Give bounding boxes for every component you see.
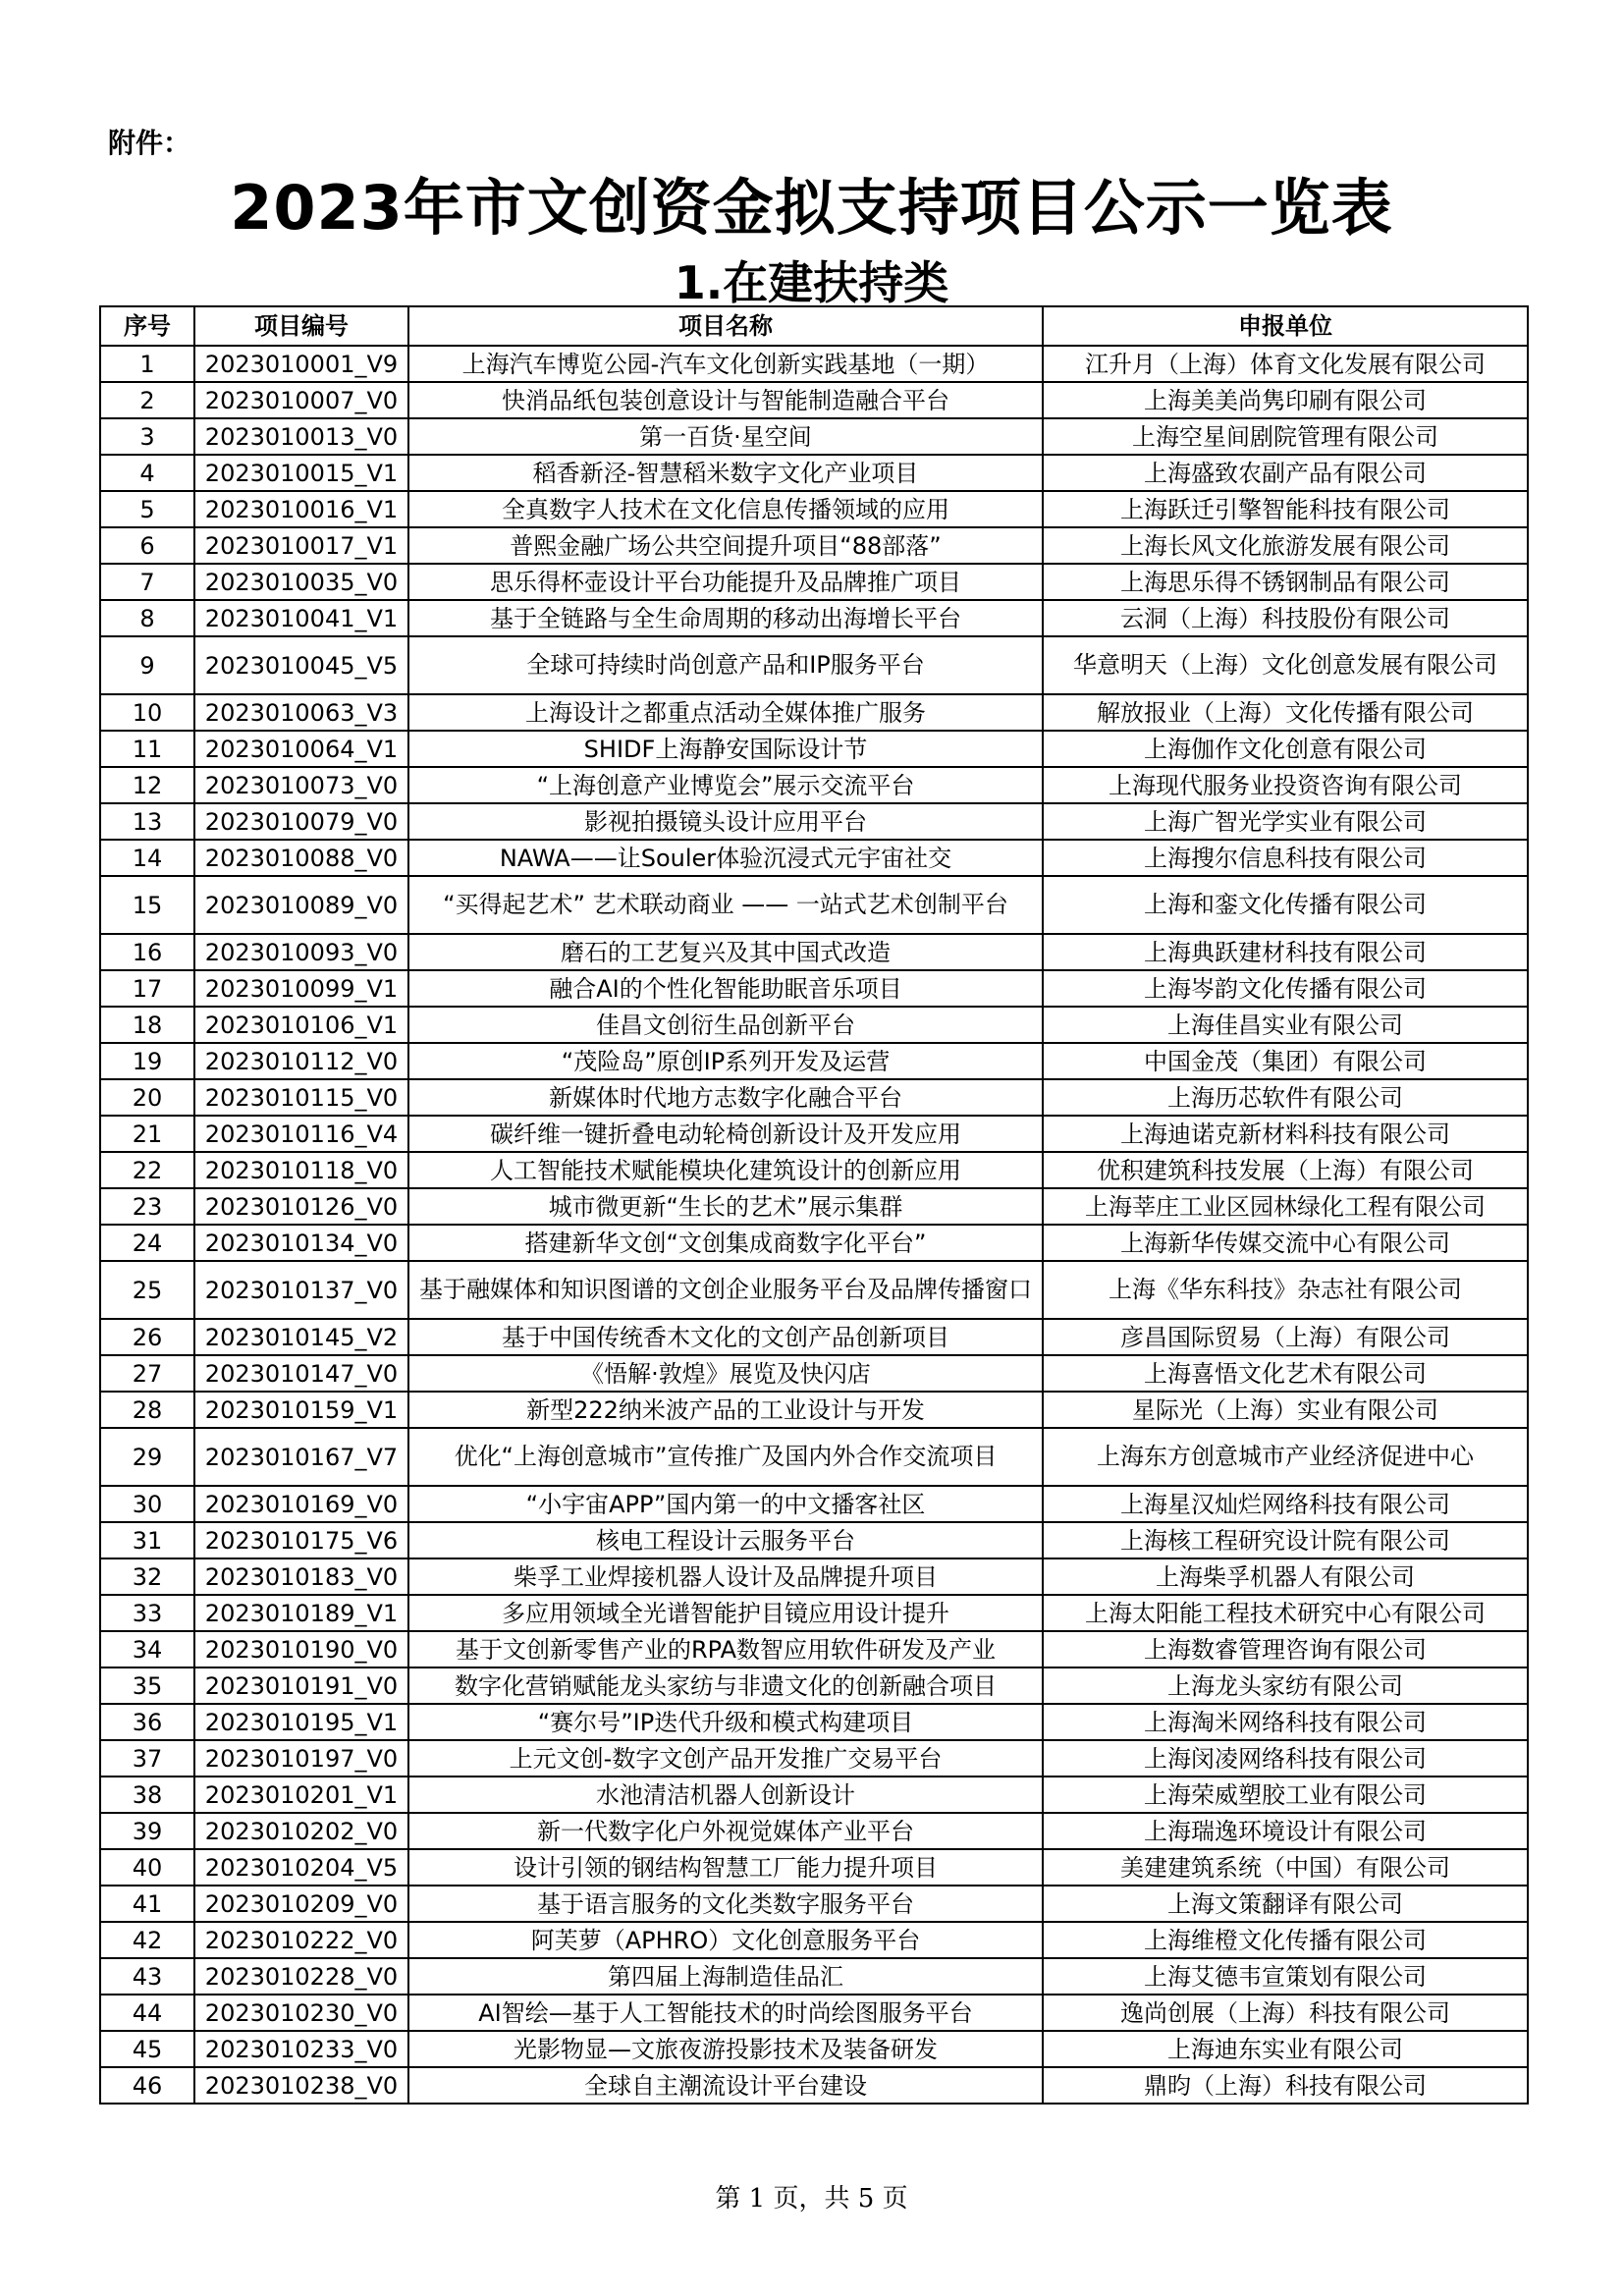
cell-no: 43: [100, 1958, 194, 1995]
cell-name: 核电工程设计云服务平台: [408, 1522, 1043, 1558]
table-row: [100, 527, 1528, 564]
table-row: [100, 767, 1528, 803]
cell-unit: 华意明天（上海）文化创意发展有限公司: [1043, 636, 1528, 694]
cell-code: 2023010099_V1: [194, 970, 408, 1007]
cell-name: 普熙金融广场公共空间提升项目“88部落”: [408, 527, 1043, 564]
cell-unit: 星际光（上海）实业有限公司: [1043, 1392, 1528, 1428]
cell-unit: 上海喜悟文化艺术有限公司: [1043, 1355, 1528, 1392]
cell-unit: 上海荣威塑胶工业有限公司: [1043, 1777, 1528, 1813]
table-row: [100, 1958, 1528, 1995]
cell-code: 2023010222_V0: [194, 1922, 408, 1958]
cell-code: 2023010079_V0: [194, 803, 408, 840]
table-row: [100, 1188, 1528, 1225]
table-row: [100, 1079, 1528, 1116]
cell-code: 2023010016_V1: [194, 491, 408, 527]
table-body: [100, 346, 1528, 2104]
cell-code: 2023010233_V0: [194, 2031, 408, 2067]
cell-unit: 上海盛致农副产品有限公司: [1043, 455, 1528, 491]
cell-no: 2: [100, 382, 194, 418]
cell-name: 水池清洁机器人创新设计: [408, 1777, 1043, 1813]
cell-name: 新一代数字化户外视觉媒体产业平台: [408, 1813, 1043, 1849]
cell-unit: 上海现代服务业投资咨询有限公司: [1043, 767, 1528, 803]
cell-name: 人工智能技术赋能模块化建筑设计的创新应用: [408, 1152, 1043, 1188]
table-row: [100, 2031, 1528, 2067]
project-table: [99, 305, 1529, 2105]
cell-code: 2023010145_V2: [194, 1319, 408, 1355]
cell-name: “茂险岛”原创IP系列开发及运营: [408, 1043, 1043, 1079]
cell-no: 12: [100, 767, 194, 803]
cell-code: 2023010169_V0: [194, 1486, 408, 1522]
cell-no: 34: [100, 1631, 194, 1667]
cell-code: 2023010137_V0: [194, 1261, 408, 1319]
cell-unit: 上海长风文化旅游发展有限公司: [1043, 527, 1528, 564]
cell-name: 搭建新华文创“文创集成商数字化平台”: [408, 1225, 1043, 1261]
table-row: [100, 840, 1528, 876]
cell-code: 2023010013_V0: [194, 418, 408, 455]
cell-name: “赛尔号”IP迭代升级和模式构建项目: [408, 1704, 1043, 1740]
cell-no: 26: [100, 1319, 194, 1355]
cell-no: 30: [100, 1486, 194, 1522]
cell-no: 21: [100, 1116, 194, 1152]
cell-code: 2023010201_V1: [194, 1777, 408, 1813]
cell-code: 2023010167_V7: [194, 1428, 408, 1486]
cell-unit: 上海岑韵文化传播有限公司: [1043, 970, 1528, 1007]
cell-no: 5: [100, 491, 194, 527]
header-name: 项目名称: [408, 306, 1043, 346]
cell-name: 思乐得杯壶设计平台功能提升及品牌推广项目: [408, 564, 1043, 600]
table-row: [100, 346, 1528, 382]
cell-no: 31: [100, 1522, 194, 1558]
cell-no: 19: [100, 1043, 194, 1079]
table-row: [100, 970, 1528, 1007]
cell-no: 24: [100, 1225, 194, 1261]
header-unit: 申报单位: [1043, 306, 1528, 346]
cell-unit: 上海维橙文化传播有限公司: [1043, 1922, 1528, 1958]
table-row: [100, 455, 1528, 491]
cell-no: 10: [100, 694, 194, 731]
cell-unit: 上海瑞逸环境设计有限公司: [1043, 1813, 1528, 1849]
cell-no: 14: [100, 840, 194, 876]
section-title: 1.在建扶持类: [674, 256, 949, 309]
cell-name: 上元文创-数字文创产品开发推广交易平台: [408, 1740, 1043, 1777]
cell-no: 40: [100, 1849, 194, 1886]
cell-no: 33: [100, 1595, 194, 1631]
cell-code: 2023010116_V4: [194, 1116, 408, 1152]
cell-unit: 上海伽作文化创意有限公司: [1043, 731, 1528, 767]
cell-unit: 鼎昀（上海）科技有限公司: [1043, 2067, 1528, 2104]
table-row: [100, 694, 1528, 731]
page-title: 2023年市文创资金拟支持项目公示一览表: [230, 172, 1393, 244]
cell-name: 光影物显—文旅夜游投影技术及装备研发: [408, 2031, 1043, 2067]
table-row: [100, 1886, 1528, 1922]
cell-unit: 上海空星间剧院管理有限公司: [1043, 418, 1528, 455]
cell-name: 基于文创新零售产业的RPA数智应用软件研发及产业: [408, 1631, 1043, 1667]
cell-unit: 上海搜尔信息科技有限公司: [1043, 840, 1528, 876]
cell-name: 数字化营销赋能龙头家纺与非遗文化的创新融合项目: [408, 1667, 1043, 1704]
table-row: [100, 1849, 1528, 1886]
cell-name: 阿芙萝（APHRO）文化创意服务平台: [408, 1922, 1043, 1958]
cell-unit: 上海星汉灿烂网络科技有限公司: [1043, 1486, 1528, 1522]
cell-code: 2023010112_V0: [194, 1043, 408, 1079]
cell-code: 2023010159_V1: [194, 1392, 408, 1428]
cell-unit: 云洞（上海）科技股份有限公司: [1043, 600, 1528, 636]
cell-no: 20: [100, 1079, 194, 1116]
cell-no: 1: [100, 346, 194, 382]
table-row: [100, 600, 1528, 636]
cell-unit: 上海淘米网络科技有限公司: [1043, 1704, 1528, 1740]
cell-code: 2023010063_V3: [194, 694, 408, 731]
cell-unit: 上海核工程研究设计院有限公司: [1043, 1522, 1528, 1558]
table-row: [100, 382, 1528, 418]
cell-no: 41: [100, 1886, 194, 1922]
table-row: [100, 1152, 1528, 1188]
cell-unit: 上海文策翻译有限公司: [1043, 1886, 1528, 1922]
cell-code: 2023010015_V1: [194, 455, 408, 491]
cell-no: 6: [100, 527, 194, 564]
cell-no: 4: [100, 455, 194, 491]
cell-unit: 上海《华东科技》杂志社有限公司: [1043, 1261, 1528, 1319]
cell-name: 快消品纸包装创意设计与智能制造融合平台: [408, 382, 1043, 418]
cell-name: 稻香新泾-智慧稻米数字文化产业项目: [408, 455, 1043, 491]
cell-name: 融合AI的个性化智能助眠音乐项目: [408, 970, 1043, 1007]
cell-no: 9: [100, 636, 194, 694]
table-row: [100, 1667, 1528, 1704]
cell-name: 《悟解·敦煌》展览及快闪店: [408, 1355, 1043, 1392]
table-row: [100, 876, 1528, 934]
cell-name: 新型222纳米波产品的工业设计与开发: [408, 1392, 1043, 1428]
cell-code: 2023010202_V0: [194, 1813, 408, 1849]
cell-name: 全球可持续时尚创意产品和IP服务平台: [408, 636, 1043, 694]
cell-code: 2023010001_V9: [194, 346, 408, 382]
table-row: [100, 1522, 1528, 1558]
table-row: [100, 1558, 1528, 1595]
cell-code: 2023010115_V0: [194, 1079, 408, 1116]
header-code: 项目编号: [194, 306, 408, 346]
cell-name: 影视拍摄镜头设计应用平台: [408, 803, 1043, 840]
table-row: [100, 934, 1528, 970]
cell-unit: 上海迪东实业有限公司: [1043, 2031, 1528, 2067]
cell-code: 2023010230_V0: [194, 1995, 408, 2031]
table-row: [100, 1116, 1528, 1152]
cell-name: 全球自主潮流设计平台建设: [408, 2067, 1043, 2104]
cell-unit: 上海东方创意城市产业经济促进中心: [1043, 1428, 1528, 1486]
cell-code: 2023010088_V0: [194, 840, 408, 876]
cell-code: 2023010191_V0: [194, 1667, 408, 1704]
table-row: [100, 803, 1528, 840]
cell-name: 碳纤维一键折叠电动轮椅创新设计及开发应用: [408, 1116, 1043, 1152]
cell-name: 基于融媒体和知识图谱的文创企业服务平台及品牌传播窗口: [408, 1261, 1043, 1319]
cell-name: 基于中国传统香木文化的文创产品创新项目: [408, 1319, 1043, 1355]
cell-name: 柴孚工业焊接机器人设计及品牌提升项目: [408, 1558, 1043, 1595]
table-row: [100, 1922, 1528, 1958]
cell-no: 45: [100, 2031, 194, 2067]
table-row: [100, 1355, 1528, 1392]
cell-name: 上海汽车博览公园-汽车文化创新实践基地（一期）: [408, 346, 1043, 382]
table-row: [100, 1740, 1528, 1777]
cell-unit: 上海典跃建材科技有限公司: [1043, 934, 1528, 970]
cell-unit: 上海广智光学实业有限公司: [1043, 803, 1528, 840]
cell-unit: 上海和銮文化传播有限公司: [1043, 876, 1528, 934]
cell-code: 2023010209_V0: [194, 1886, 408, 1922]
cell-code: 2023010134_V0: [194, 1225, 408, 1261]
table-row: [100, 1995, 1528, 2031]
cell-unit: 逸尚创展（上海）科技有限公司: [1043, 1995, 1528, 2031]
cell-name: 磨石的工艺复兴及其中国式改造: [408, 934, 1043, 970]
cell-name: 第一百货·星空间: [408, 418, 1043, 455]
cell-name: “上海创意产业博览会”展示交流平台: [408, 767, 1043, 803]
cell-unit: 上海数睿管理咨询有限公司: [1043, 1631, 1528, 1667]
cell-code: 2023010195_V1: [194, 1704, 408, 1740]
cell-no: 27: [100, 1355, 194, 1392]
cell-code: 2023010197_V0: [194, 1740, 408, 1777]
cell-unit: 上海佳昌实业有限公司: [1043, 1007, 1528, 1043]
table-row: [100, 564, 1528, 600]
cell-no: 16: [100, 934, 194, 970]
cell-name: 城市微更新“生长的艺术”展示集群: [408, 1188, 1043, 1225]
cell-name: 上海设计之都重点活动全媒体推广服务: [408, 694, 1043, 731]
table-row: [100, 1704, 1528, 1740]
cell-no: 7: [100, 564, 194, 600]
table-row: [100, 1392, 1528, 1428]
cell-name: 多应用领域全光谱智能护目镜应用设计提升: [408, 1595, 1043, 1631]
cell-name: 第四届上海制造佳品汇: [408, 1958, 1043, 1995]
table-row: [100, 1261, 1528, 1319]
cell-no: 22: [100, 1152, 194, 1188]
cell-code: 2023010228_V0: [194, 1958, 408, 1995]
cell-name: “买得起艺术” 艺术联动商业 —— 一站式艺术创制平台: [408, 876, 1043, 934]
header-no: 序号: [100, 306, 194, 346]
cell-code: 2023010118_V0: [194, 1152, 408, 1188]
cell-unit: 上海太阳能工程技术研究中心有限公司: [1043, 1595, 1528, 1631]
cell-no: 28: [100, 1392, 194, 1428]
table-row: [100, 491, 1528, 527]
cell-code: 2023010045_V5: [194, 636, 408, 694]
cell-no: 35: [100, 1667, 194, 1704]
table-row: [100, 1428, 1528, 1486]
cell-code: 2023010073_V0: [194, 767, 408, 803]
cell-code: 2023010106_V1: [194, 1007, 408, 1043]
cell-unit: 上海艾德韦宣策划有限公司: [1043, 1958, 1528, 1995]
table-row: [100, 1043, 1528, 1079]
cell-unit: 上海柴孚机器人有限公司: [1043, 1558, 1528, 1595]
cell-no: 25: [100, 1261, 194, 1319]
cell-code: 2023010093_V0: [194, 934, 408, 970]
attachment-label: 附件：: [108, 127, 191, 159]
cell-no: 13: [100, 803, 194, 840]
table-row: [100, 1007, 1528, 1043]
cell-no: 32: [100, 1558, 194, 1595]
cell-unit: 上海迪诺克新材料科技有限公司: [1043, 1116, 1528, 1152]
cell-no: 36: [100, 1704, 194, 1740]
cell-unit: 上海新华传媒交流中心有限公司: [1043, 1225, 1528, 1261]
table-row: [100, 1631, 1528, 1667]
table-row: [100, 636, 1528, 694]
cell-name: 佳昌文创衍生品创新平台: [408, 1007, 1043, 1043]
page-footer: 第 1 页，共 5 页: [715, 2184, 908, 2214]
cell-unit: 上海历芯软件有限公司: [1043, 1079, 1528, 1116]
cell-code: 2023010007_V0: [194, 382, 408, 418]
cell-no: 44: [100, 1995, 194, 2031]
cell-unit: 上海美美尚隽印刷有限公司: [1043, 382, 1528, 418]
cell-code: 2023010190_V0: [194, 1631, 408, 1667]
cell-name: 新媒体时代地方志数字化融合平台: [408, 1079, 1043, 1116]
cell-code: 2023010126_V0: [194, 1188, 408, 1225]
cell-name: 全真数字人技术在文化信息传播领域的应用: [408, 491, 1043, 527]
table-row: [100, 731, 1528, 767]
cell-name: SHIDF上海静安国际设计节: [408, 731, 1043, 767]
cell-no: 37: [100, 1740, 194, 1777]
cell-unit: 江升月（上海）体育文化发展有限公司: [1043, 346, 1528, 382]
table-row: [100, 2067, 1528, 2104]
cell-code: 2023010147_V0: [194, 1355, 408, 1392]
cell-no: 3: [100, 418, 194, 455]
table-row: [100, 418, 1528, 455]
cell-code: 2023010175_V6: [194, 1522, 408, 1558]
table-row: [100, 1319, 1528, 1355]
cell-code: 2023010204_V5: [194, 1849, 408, 1886]
cell-name: 基于全链路与全生命周期的移动出海增长平台: [408, 600, 1043, 636]
table-row: [100, 1777, 1528, 1813]
cell-no: 17: [100, 970, 194, 1007]
cell-no: 29: [100, 1428, 194, 1486]
cell-no: 18: [100, 1007, 194, 1043]
cell-code: 2023010041_V1: [194, 600, 408, 636]
cell-name: 优化“上海创意城市”宣传推广及国内外合作交流项目: [408, 1428, 1043, 1486]
cell-name: AI智绘—基于人工智能技术的时尚绘图服务平台: [408, 1995, 1043, 2031]
cell-unit: 解放报业（上海）文化传播有限公司: [1043, 694, 1528, 731]
cell-no: 23: [100, 1188, 194, 1225]
cell-no: 38: [100, 1777, 194, 1813]
cell-code: 2023010238_V0: [194, 2067, 408, 2104]
cell-no: 46: [100, 2067, 194, 2104]
cell-no: 42: [100, 1922, 194, 1958]
cell-name: 设计引领的钢结构智慧工厂能力提升项目: [408, 1849, 1043, 1886]
cell-unit: 中国金茂（集团）有限公司: [1043, 1043, 1528, 1079]
cell-name: 基于语言服务的文化类数字服务平台: [408, 1886, 1043, 1922]
cell-unit: 上海闵凌网络科技有限公司: [1043, 1740, 1528, 1777]
cell-no: 8: [100, 600, 194, 636]
cell-unit: 上海龙头家纺有限公司: [1043, 1667, 1528, 1704]
cell-name: “小宇宙APP”国内第一的中文播客社区: [408, 1486, 1043, 1522]
cell-code: 2023010089_V0: [194, 876, 408, 934]
cell-code: 2023010064_V1: [194, 731, 408, 767]
cell-no: 39: [100, 1813, 194, 1849]
cell-name: NAWA——让Souler体验沉浸式元宇宙社交: [408, 840, 1043, 876]
table-header-row: [100, 306, 1528, 346]
table-row: [100, 1225, 1528, 1261]
cell-code: 2023010189_V1: [194, 1595, 408, 1631]
cell-unit: 上海思乐得不锈钢制品有限公司: [1043, 564, 1528, 600]
cell-no: 11: [100, 731, 194, 767]
table-row: [100, 1595, 1528, 1631]
cell-unit: 上海莘庄工业区园林绿化工程有限公司: [1043, 1188, 1528, 1225]
cell-no: 15: [100, 876, 194, 934]
cell-unit: 美建建筑系统（中国）有限公司: [1043, 1849, 1528, 1886]
cell-code: 2023010017_V1: [194, 527, 408, 564]
cell-unit: 上海跃迁引擎智能科技有限公司: [1043, 491, 1528, 527]
cell-unit: 优积建筑科技发展（上海）有限公司: [1043, 1152, 1528, 1188]
cell-code: 2023010035_V0: [194, 564, 408, 600]
table-row: [100, 1813, 1528, 1849]
cell-code: 2023010183_V0: [194, 1558, 408, 1595]
table-row: [100, 1486, 1528, 1522]
cell-unit: 彦昌国际贸易（上海）有限公司: [1043, 1319, 1528, 1355]
